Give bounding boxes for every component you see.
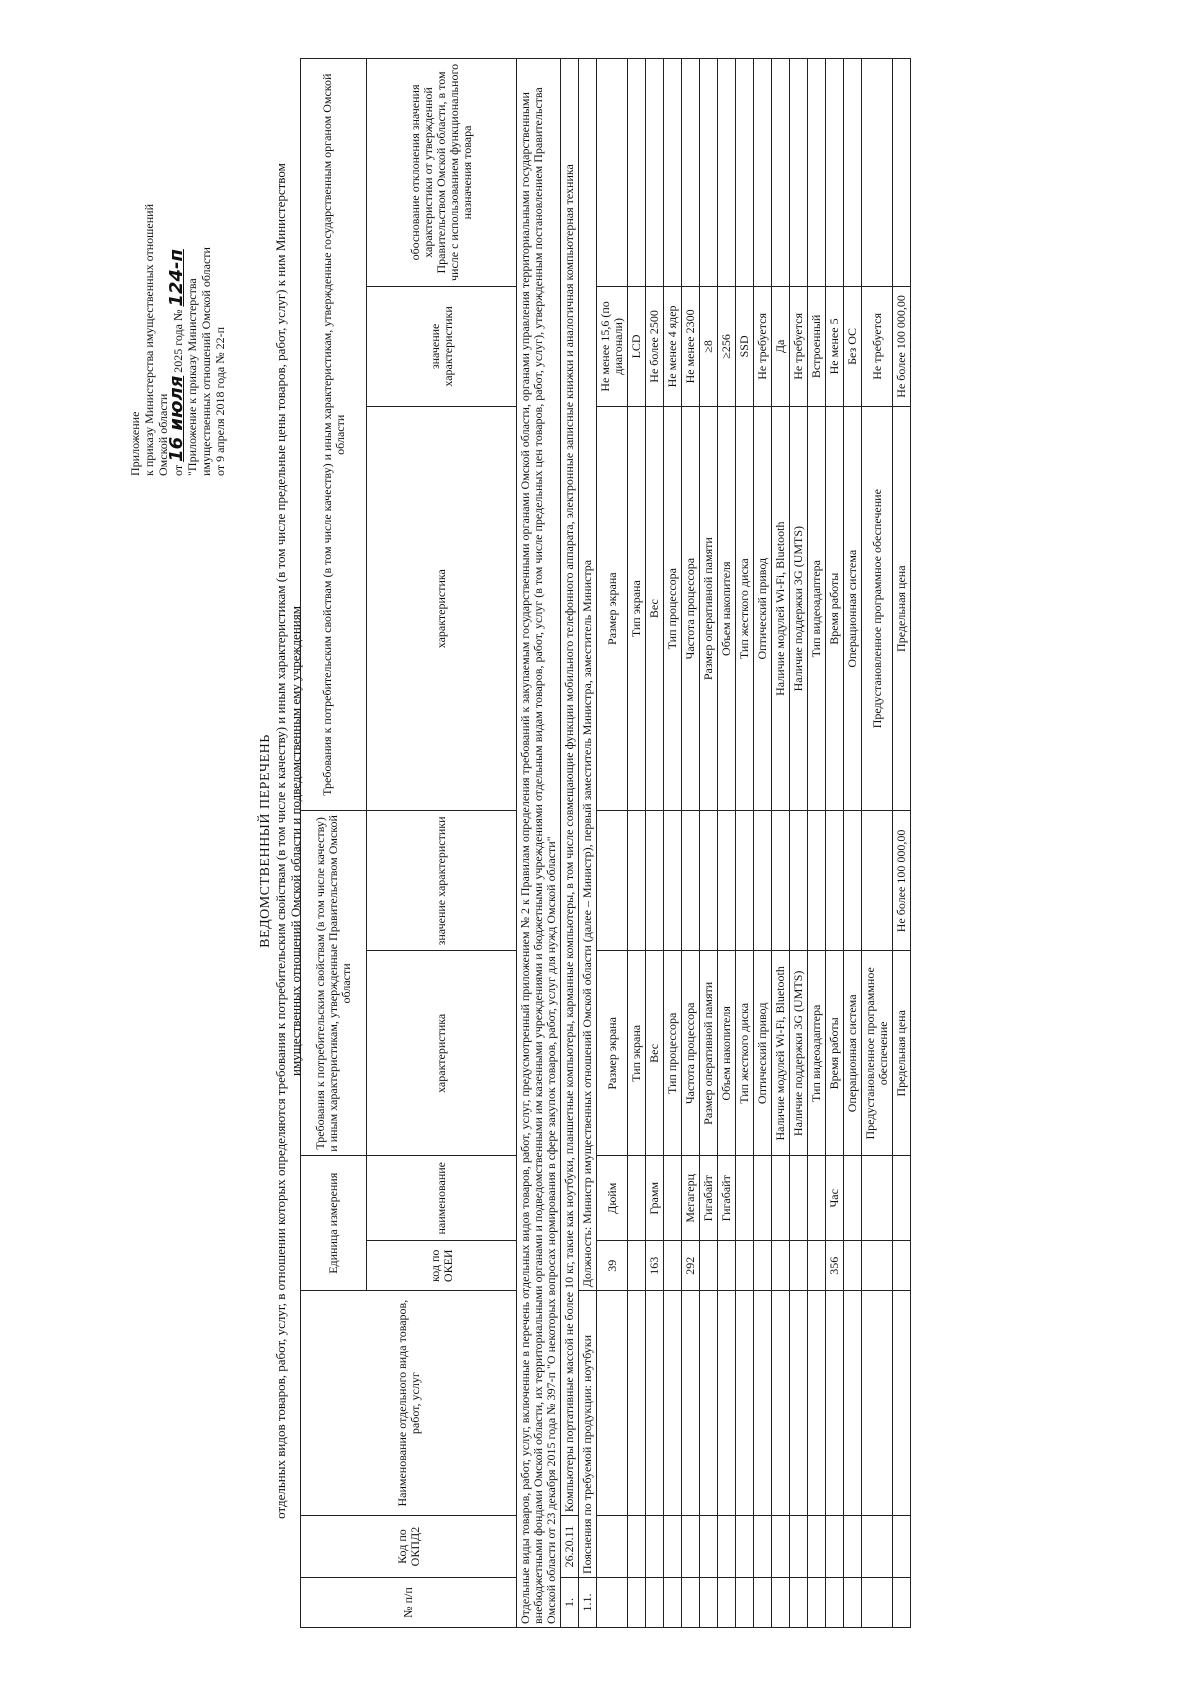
org-val-cell: SSD — [736, 286, 754, 406]
empty-cell — [682, 1516, 700, 1578]
empty-cell — [700, 1516, 718, 1578]
empty-cell — [790, 1516, 808, 1578]
unit-code-cell: 39 — [597, 1241, 628, 1291]
empty-cell — [718, 1291, 736, 1516]
org-char-cell: Тип процессора — [664, 406, 682, 811]
gov-val-cell — [862, 811, 893, 951]
gov-char-cell: Тип жесткого диска — [736, 951, 754, 1156]
org-just-cell — [700, 59, 718, 287]
org-val-cell: Да — [772, 286, 790, 406]
title-heading: ВЕДОМСТВЕННЫЙ ПЕРЕЧЕНЬ — [258, 734, 273, 948]
gov-val-cell — [718, 811, 736, 951]
empty-cell — [844, 1578, 862, 1628]
number-signature: 124-п — [166, 249, 187, 307]
org-char-cell: Оптический привод — [754, 406, 772, 811]
empty-cell — [597, 1516, 628, 1578]
gov-char-cell: Объем накопителя — [718, 951, 736, 1156]
org-just-cell — [862, 59, 893, 287]
unit-name-cell — [772, 1156, 790, 1241]
unit-code-cell — [772, 1241, 790, 1291]
table-row — [664, 59, 682, 1628]
org-just-cell — [772, 59, 790, 287]
sub-num: 1.1. — [579, 1578, 597, 1628]
org-just-cell — [826, 59, 844, 287]
empty-cell — [736, 1291, 754, 1516]
org-just-cell — [736, 59, 754, 287]
gov-val-cell — [700, 811, 718, 951]
empty-cell — [772, 1578, 790, 1628]
gov-char-cell: Тип процессора — [664, 951, 682, 1156]
empty-cell — [646, 1578, 664, 1628]
header-line: Омской области — [156, 393, 170, 476]
org-val-cell: Не требуется — [754, 286, 772, 406]
empty-cell — [893, 1291, 911, 1516]
empty-cell — [664, 1516, 682, 1578]
table-row — [754, 59, 772, 1628]
table-row — [772, 59, 790, 1628]
org-val-cell: Не менее 2300 — [682, 286, 700, 406]
org-char-cell: Операционная система — [844, 406, 862, 811]
sub-desc: Пояснения по требуемой продукции: ноутбуки — [579, 1291, 597, 1578]
gov-char-cell: Предустановленное программное обеспечение — [862, 951, 893, 1156]
table-row — [682, 59, 700, 1628]
header-line: Приложение — [128, 411, 142, 476]
empty-cell — [664, 1578, 682, 1628]
org-val-cell: ≥8 — [700, 286, 718, 406]
item-desc: Компьютеры портативные массой не более 10 кг, такие как ноутбуки, планшетные компьютеры, карманные компьютеры, в том числе совмещающие функции мобильного телефонного аппарата, электронные записные книжки и аналогичная компьютерная техника — [561, 59, 579, 1516]
org-val-cell: Не менее 15,6 (по диагонали) — [597, 286, 628, 406]
unit-name-cell: Гигабайт — [700, 1156, 718, 1241]
org-val-cell: Не требуется — [862, 286, 893, 406]
unit-code-cell — [628, 1241, 646, 1291]
unit-code-cell: 163 — [646, 1241, 664, 1291]
gov-val-cell — [754, 811, 772, 951]
item-num: 1. — [561, 1578, 579, 1628]
gov-val-cell — [772, 811, 790, 951]
gov-val-cell — [664, 811, 682, 951]
title-line: отдельных видов товаров, работ, услуг, в отношении которых определяются требования к потребительским свойствам (в том числе к качеству) и иным характеристикам (в том числе предельные цены товаров, работ, услуг) к ним Министерством — [273, 163, 288, 1519]
table-row — [628, 59, 646, 1628]
unit-name-cell: Час — [826, 1156, 844, 1241]
appendix-header — [128, 46, 227, 476]
empty-cell — [628, 1516, 646, 1578]
gov-val-cell: Не более 100 000,00 — [893, 811, 911, 951]
empty-cell — [893, 1578, 911, 1628]
title-line: имущественных отношений Омской области и подведомственным ему учреждениям — [288, 606, 303, 1076]
empty-cell — [754, 1578, 772, 1628]
unit-name-cell: Гигабайт — [718, 1156, 736, 1241]
gov-char-cell: Оптический привод — [754, 951, 772, 1156]
col-gov-val: значение характеристики — [367, 811, 517, 951]
unit-name-cell — [664, 1156, 682, 1241]
unit-name-cell — [736, 1156, 754, 1241]
gov-val-cell — [844, 811, 862, 951]
unit-code-cell — [844, 1241, 862, 1291]
empty-cell — [736, 1516, 754, 1578]
org-just-cell — [808, 59, 826, 287]
empty-cell — [790, 1578, 808, 1628]
gov-char-cell: Размер оперативной памяти — [700, 951, 718, 1156]
unit-name-cell — [893, 1156, 911, 1241]
empty-cell — [646, 1516, 664, 1578]
org-just-cell — [682, 59, 700, 287]
empty-cell — [646, 1291, 664, 1516]
empty-cell — [808, 1516, 826, 1578]
unit-code-cell — [862, 1241, 893, 1291]
header-line: к приказу Министерства имущественных отношений — [142, 204, 156, 476]
org-val-cell: Не более 100 000,00 — [893, 286, 911, 406]
empty-cell — [893, 1516, 911, 1578]
table-row — [862, 59, 893, 1628]
gov-char-cell: Размер экрана — [597, 951, 628, 1156]
empty-cell — [826, 1578, 844, 1628]
table-row — [808, 59, 826, 1628]
table-row — [844, 59, 862, 1628]
empty-cell — [808, 1291, 826, 1516]
org-val-cell: Не менее 5 — [826, 286, 844, 406]
header-line: имущественных отношений Омской области — [199, 247, 213, 476]
gov-char-cell: Наличие модулей Wi-Fi, Bluetooth — [772, 951, 790, 1156]
gov-char-cell: Операционная система — [844, 951, 862, 1156]
org-char-cell: Размер экрана — [597, 406, 628, 811]
header-line: от 9 апреля 2018 года № 22-п — [213, 326, 227, 476]
unit-code-cell — [808, 1241, 826, 1291]
empty-cell — [628, 1578, 646, 1628]
org-char-cell: Тип жесткого диска — [736, 406, 754, 811]
org-val-cell: Встроенный — [808, 286, 826, 406]
org-just-cell — [754, 59, 772, 287]
empty-cell — [736, 1578, 754, 1628]
empty-cell — [682, 1578, 700, 1628]
unit-code-cell — [893, 1241, 911, 1291]
unit-name-cell: Дюйм — [597, 1156, 628, 1241]
gov-val-cell — [646, 811, 664, 951]
col-gov-req: Требования к потребительским свойствам (в том числе качеству) и иным характеристикам, утвержденные Правительством Омской области — [301, 811, 367, 1156]
unit-code-cell — [664, 1241, 682, 1291]
col-name: Наименование отдельного вида товаров, работ, услуг — [301, 1291, 517, 1516]
note-row: Отдельные виды товаров, работ, услуг, включенные в перечень отдельных видов товаров, работ, услуг, предусмотренный приложением № 2 к Правилам определения требований к закупаемым государственными органами Омской области, органами управления территориальными государственными внебюджетными фондами Омской области, их территориальными органами и подведомственными им казенными учреждениями и бюджетными учреждениями отдельным видам товаров, работ, услуг (в том числе предельных цен товаров, работ, услуг), утвержденным постановлением Правительства Омской области от 23 декабря 2015 года № 397-п "О некоторых вопросах нормирования в сфере закупок товаров, работ, услуг для нужд Омской области" — [517, 59, 561, 1628]
org-char-cell: Время работы — [826, 406, 844, 811]
org-just-cell — [790, 59, 808, 287]
table-row — [826, 59, 844, 1628]
empty-cell — [700, 1578, 718, 1628]
gov-val-cell — [597, 811, 628, 951]
empty-cell — [664, 1291, 682, 1516]
col-org-val: значение характеристики — [367, 286, 517, 406]
gov-val-cell — [682, 811, 700, 951]
unit-code-cell: 292 — [682, 1241, 700, 1291]
unit-name-cell — [844, 1156, 862, 1241]
gov-char-cell: Время работы — [826, 951, 844, 1156]
org-char-cell: Вес — [646, 406, 664, 811]
gov-char-cell: Частота процессора — [682, 951, 700, 1156]
col-unit: Единица измерения — [301, 1156, 367, 1291]
empty-cell — [844, 1516, 862, 1578]
gov-char-cell: Вес — [646, 951, 664, 1156]
unit-name-cell: Мегагерц — [682, 1156, 700, 1241]
org-just-cell — [646, 59, 664, 287]
table-row — [790, 59, 808, 1628]
col-org-just: обоснование отклонения значения характеристики от утвержденной Правительством Омской области, в том числе с использованием функционального назначения товара — [367, 59, 517, 287]
table-row — [736, 59, 754, 1628]
empty-cell — [597, 1291, 628, 1516]
gov-val-cell — [808, 811, 826, 951]
document-title — [258, 66, 303, 1616]
org-char-cell: Размер оперативной памяти — [700, 406, 718, 811]
item-code: 26.20.11 — [561, 1516, 579, 1578]
unit-code-cell — [718, 1241, 736, 1291]
gov-char-cell: Тип видеоадаптера — [808, 951, 826, 1156]
table-row — [718, 59, 736, 1628]
unit-code-cell: 356 — [826, 1241, 844, 1291]
gov-val-cell — [826, 811, 844, 951]
table-row — [646, 59, 664, 1628]
org-just-cell — [718, 59, 736, 287]
org-char-cell: Предельная цена — [893, 406, 911, 811]
col-unit-code: код по ОКЕИ — [367, 1241, 517, 1291]
position-desc: Должность: Министр имущественных отношений Омской области (далее – Министр), первый заместитель Министра, заместитель Министра — [579, 59, 597, 1291]
unit-name-cell — [754, 1156, 772, 1241]
unit-name-cell — [808, 1156, 826, 1241]
org-just-cell — [664, 59, 682, 287]
col-org-char: характеристика — [367, 406, 517, 811]
table-row — [700, 59, 718, 1628]
col-okpd: Код по ОКПД2 — [301, 1516, 517, 1578]
gov-char-cell: Наличие поддержки 3G (UMTS) — [790, 951, 808, 1156]
org-val-cell: Не более 2500 — [646, 286, 664, 406]
unit-code-cell — [700, 1241, 718, 1291]
col-unit-name: наименование — [367, 1156, 517, 1241]
empty-cell — [826, 1516, 844, 1578]
org-val-cell: Без ОС — [844, 286, 862, 406]
empty-cell — [826, 1291, 844, 1516]
table-row — [597, 59, 628, 1628]
empty-cell — [700, 1291, 718, 1516]
org-char-cell: Наличие модулей Wi-Fi, Bluetooth — [772, 406, 790, 811]
col-gov-char: характеристика — [367, 951, 517, 1156]
empty-cell — [862, 1291, 893, 1516]
org-val-cell: Не требуется — [790, 286, 808, 406]
org-just-cell — [844, 59, 862, 287]
col-org-req: Требования к потребительским свойствам (в том числе качеству) и иным характеристикам, утвержденные государственным органом Омской области — [301, 59, 367, 811]
empty-cell — [597, 1578, 628, 1628]
empty-cell — [682, 1291, 700, 1516]
org-char-cell: Тип экрана — [628, 406, 646, 811]
header-line: "Приложение к приказу Министерства — [185, 278, 199, 476]
unit-name-cell — [628, 1156, 646, 1241]
empty-cell — [772, 1516, 790, 1578]
empty-cell — [628, 1291, 646, 1516]
org-just-cell — [597, 59, 628, 287]
empty-cell — [808, 1578, 826, 1628]
empty-cell — [862, 1516, 893, 1578]
table-row — [893, 59, 911, 1628]
org-just-cell — [628, 59, 646, 287]
unit-name-cell: Грамм — [646, 1156, 664, 1241]
col-num: № п/п — [301, 1578, 517, 1628]
unit-code-cell — [736, 1241, 754, 1291]
org-val-cell: Не менее 4 ядер — [664, 286, 682, 406]
org-char-cell: Частота процессора — [682, 406, 700, 811]
org-val-cell: LCD — [628, 286, 646, 406]
header-date-line: от 16 июля 2025 года № 124-п — [166, 249, 187, 476]
empty-cell — [718, 1516, 736, 1578]
empty-cell — [754, 1516, 772, 1578]
unit-name-cell — [790, 1156, 808, 1241]
gov-char-cell: Тип экрана — [628, 951, 646, 1156]
empty-cell — [718, 1578, 736, 1628]
gov-val-cell — [790, 811, 808, 951]
unit-code-cell — [754, 1241, 772, 1291]
gov-char-cell: Предельная цена — [893, 951, 911, 1156]
unit-name-cell — [862, 1156, 893, 1241]
empty-cell — [754, 1291, 772, 1516]
gov-val-cell — [736, 811, 754, 951]
empty-cell — [862, 1578, 893, 1628]
org-val-cell: ≥256 — [718, 286, 736, 406]
unit-code-cell — [790, 1241, 808, 1291]
empty-cell — [844, 1291, 862, 1516]
requirements-table — [300, 58, 911, 1628]
empty-cell — [790, 1291, 808, 1516]
org-char-cell: Тип видеоадаптера — [808, 406, 826, 811]
empty-cell — [772, 1291, 790, 1516]
org-just-cell — [893, 59, 911, 287]
org-char-cell: Предустановленное программное обеспечение — [862, 406, 893, 811]
gov-val-cell — [628, 811, 646, 951]
org-char-cell: Объем накопителя — [718, 406, 736, 811]
date-signature: 16 июля — [166, 375, 187, 462]
org-char-cell: Наличие поддержки 3G (UMTS) — [790, 406, 808, 811]
